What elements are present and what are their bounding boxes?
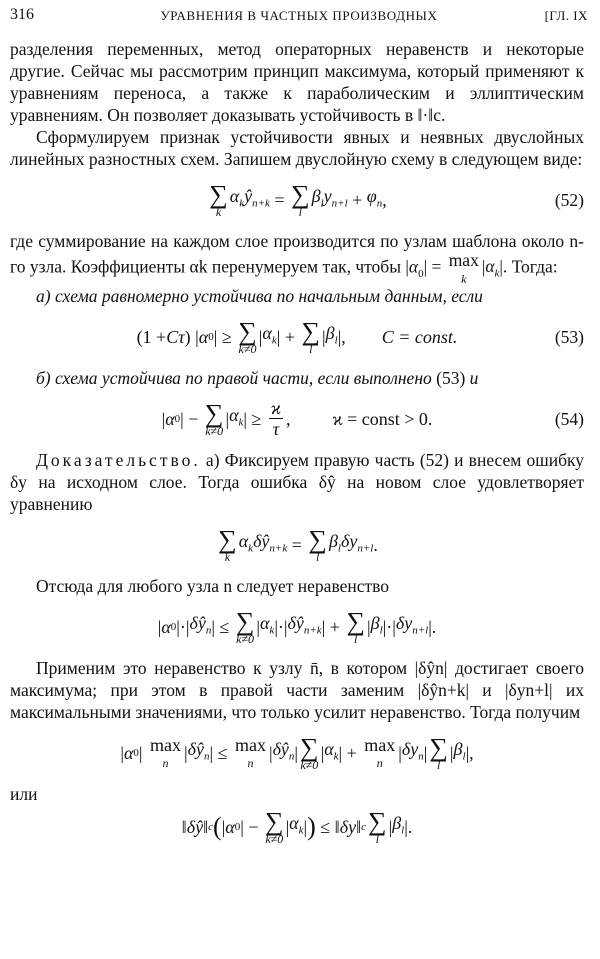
equation-52: ∑ k $\alpha_kŷ_{n+k}$ = ∑ l $\beta_ly_{n+l}$ + $\varphi_n$ , (52) (209, 180, 584, 219)
equation-53: (1 + Cτ ) | α 0 | ≥ ∑ k≠0 | $\alpha_k$ | + ∑ l | $\beta_l$ |, C = const. (53) (136, 316, 584, 356)
equation-54: | α 0 | − ∑ k≠0 | $\alpha_k$ | ≥ $\frac{ϰ}{\tau}$ , ϰ = const > 0. (54) (161, 398, 584, 440)
equation-53-const: C = const. (381, 326, 458, 347)
page-body (10, 38, 584, 849)
paragraph-7: или (10, 783, 38, 804)
chapter-label: [ГЛ. IX (544, 8, 588, 23)
running-title: УРАВНЕНИЯ В ЧАСТНЫХ ПРОИЗВОДНЫХ (160, 8, 438, 23)
proof-text: а) Фиксируем правую часть (52) и внесем ошибку δy на исходном слое. Тогда ошибка δŷ на новом слое удовлетворяет уравнению (10, 449, 585, 514)
page-number: 316 (10, 6, 34, 23)
equation-number-52: (52) (554, 190, 584, 210)
item-a: а) схема равномерно устойчива по начальным данным, если (36, 285, 483, 306)
item-b (36, 367, 584, 389)
running-header (10, 6, 588, 28)
paragraph-3: где суммирование на каждом слое производится по узлам шаблона около n-го узла. Коэффициенты αk перенумеруем так, чтобы $|\alpha_0|$ = max k $|\alpha_k|$. Тогда: (10, 231, 584, 286)
paragraph-3-text: где суммирование на каждом слое производится по узлам шаблона около n-го узла. Коэффициенты αk перенумеруем так, чтобы (10, 231, 584, 277)
paragraph-3-end: Тогда: (511, 256, 558, 277)
equation-number-53: (53) (554, 326, 584, 347)
item-b-end: и (469, 367, 479, 388)
proof-paragraph (10, 449, 584, 515)
paragraph-6: Применим это неравенство к узлу n̄, в котором |δŷn| достигает своего максимума; при этом в правой части заменим |δŷn+k| и |δyn+l| их максимальными значениями, что только усилит неравенство. Тогда получим (10, 657, 584, 722)
equation-number-54: (54) (554, 408, 584, 429)
inequality-node: | α 0 |·| $\delta ŷ_n$ | ≤ ∑ k≠0 | $\alpha_k$ |·| $\delta ŷ_{n+k}$ | + ∑ l | $\beta_l$ |·| $\delta y_{n+l}$ |. (157, 606, 437, 646)
paragraph-2: Сформулируем признак устойчивости явных и неявных двуслойных линейных разностных схем. Запишем двуслойную схему в следующем виде: (10, 127, 584, 169)
error-equation: ∑ k $\alpha_k\delta ŷ_{n+k}$ = ∑ l $\beta_l\delta y_{n+l}$ . (218, 524, 378, 564)
equation-54-const: ϰ = const > 0. (332, 408, 433, 429)
inequality-max: | α 0 | max n | $\delta ŷ_n$ | ≤ max n | $\delta ŷ_n$ | ∑ k≠0 | $\alpha_k$ | + max n | $\delta y_n$ | ∑ l | $\beta_l$ |, (120, 732, 474, 772)
inequality-norm: ‖ δŷ ‖ c ( | α 0 | − ∑ k≠0 | $\alpha_k$ | ) ≤ ‖ δy ‖ c ∑ l | $\beta_l$ |. (181, 806, 413, 846)
paragraph-5: Отсюда для любого узла n следует неравенство (36, 575, 390, 596)
item-b-text: б) схема устойчива по правой части, если выполнено (36, 367, 432, 388)
proof-heading: Доказательство. (36, 449, 201, 470)
paragraph-1: разделения переменных, метод операторных неравенств и некоторые другие. Сейчас мы рассмотрим принцип максимума, который применяют к уравнениям переноса, а также к параболическим и эллиптическим уравнениям. Он позволяет доказывать устойчивость в ‖·‖c. (10, 39, 584, 125)
item-b-reference: (53) (436, 367, 466, 388)
